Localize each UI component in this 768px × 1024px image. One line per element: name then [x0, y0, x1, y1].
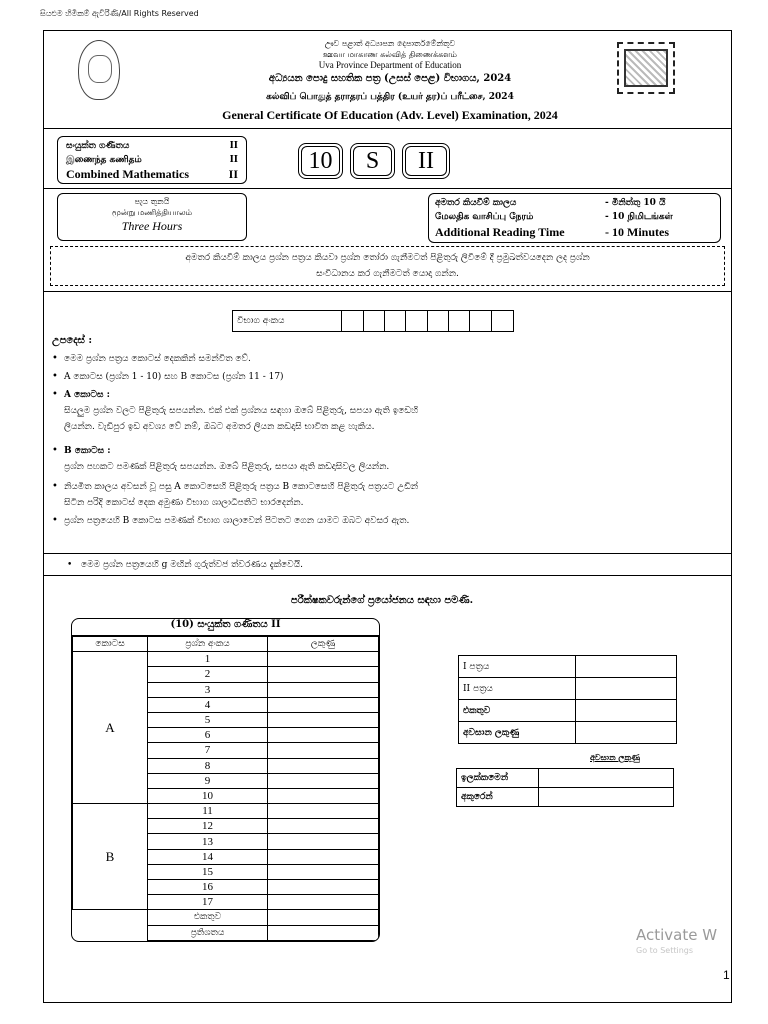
instructions: උපදෙස් : • මෙම ප්‍රශ්න පත්‍රය කොටස් දෙකකින් සමන්විත වේ. • A කොටස (ප්‍රශ්න 1 - 10) සහ B කොටස (ප්‍රශ්න 11 - 17) • A කොටස : සියලුම ප්‍රශ්න වලට පිළිතුරු සපයන්න. එක් එක් ප්‍රශ්නය සඳහා ඔබේ පිළිතුරු, සපයා ඇති ඉඩෙහි ලියන්න. වැඩිපුර ඉඩ අවශ්‍ය වේ නම්, ඔබට අමතර ලියන කඩදාසි භාවිත කළ හැකිය. • B කොටස : ප්‍රශ්න පහකට පමණක් පිළිතුරු සපයන්න. ඔබේ පිළිතුරු, සපයා ඇති කඩදාසිවල ලියන්න. • නියමිත කාලය අවසන් වූ පසු A කොටසෙහි පිළිතුරු පත්‍රය B කොටසෙහි පිළිතුරු පත්‍රයට උඩින් සිටින පරිදි කොටස් දෙක අමුණා විභාග ශාලාධිපතිට භාරදෙන්න. • ප්‍රශ්න පත්‍රයෙහි B කොටස පමණක් විභාග ශාලාවෙන් පිටතට ගෙන යාමට ඔබට අවසර ඇත.: [52, 333, 722, 529]
subject-si: සංයුක්ත ගණිතය: [66, 141, 130, 151]
total-label: එකතුව: [148, 910, 268, 925]
index-digit-cell[interactable]: [406, 311, 427, 331]
duration-box: [57, 193, 247, 241]
subject-en: Combined Mathematics: [66, 167, 189, 181]
table-row: [73, 910, 379, 925]
mark-cell[interactable]: [268, 743, 379, 758]
table-row: 16: [73, 880, 379, 895]
table-row: අකුරෙන්: [457, 788, 674, 807]
footnote: • මෙම ප්‍රශ්න පත්‍රයෙහි g මඟින් ගුරුත්වජ ත්වරණය දැක්වෙයි.: [43, 553, 732, 576]
reading-time-box: අමතර කියවීම් කාලය - මිනිත්තු 10 යි மேலதிக வாசிப்பு நேரம் - 10 நிமிடங்கள் Additional Reading Time - 10 Minutes: [428, 193, 721, 243]
table-row: 3: [73, 682, 379, 697]
table-row: I පත්‍රය: [459, 656, 677, 678]
table-row: 2: [73, 667, 379, 682]
summary-total-cell[interactable]: [576, 700, 677, 722]
mark-cell[interactable]: [268, 834, 379, 849]
summary-final-cell[interactable]: [576, 722, 677, 744]
code-box-stream: S: [350, 143, 395, 179]
table-row: II පත්‍රය: [459, 678, 677, 700]
mark-cell[interactable]: [268, 804, 379, 819]
section-a-label: A: [73, 652, 148, 804]
duration-en: Three Hours: [121, 219, 183, 233]
table-row: [73, 925, 379, 940]
mark-cell[interactable]: [268, 758, 379, 773]
table-row: අවසාන ලකුණු: [459, 722, 677, 744]
table-row: 13: [73, 834, 379, 849]
index-digit-cell[interactable]: [364, 311, 385, 331]
total-cell[interactable]: [268, 910, 379, 925]
paper1-mark-cell[interactable]: [576, 656, 677, 678]
marks-table-caption: (10) සංයුක්ත ගණිතය II: [72, 619, 379, 636]
table-row: 7: [73, 743, 379, 758]
table-row: 8: [73, 758, 379, 773]
activation-watermark-sub: Go to Settings: [636, 946, 694, 955]
index-digit-cell[interactable]: [342, 311, 363, 331]
department-header: [290, 38, 490, 71]
instructions-heading: උපදෙස් :: [52, 335, 93, 346]
index-digit-cell[interactable]: [428, 311, 449, 331]
table-row: 9: [73, 773, 379, 788]
copyright-notice: සියළුම හිමිකම් ඇවිරිණි/All Rights Reserved: [40, 9, 199, 18]
index-digit-cell[interactable]: [449, 311, 470, 331]
mark-cell[interactable]: [268, 728, 379, 743]
examiner-use-title: පරීක්ෂකවරුන්ගේ ප්‍රයෝජනය සඳහා පමණි.: [290, 595, 474, 606]
mark-cell[interactable]: [268, 788, 379, 803]
duration-si: පැය තුනයි: [134, 197, 170, 206]
code-box-paper: II: [402, 143, 450, 179]
mark-cell[interactable]: [268, 819, 379, 834]
header-divider: [43, 128, 732, 129]
section-b-label: B: [73, 804, 148, 910]
mark-cell[interactable]: [268, 652, 379, 667]
sri-lanka-emblem-icon: [78, 40, 120, 100]
index-digit-cell[interactable]: [470, 311, 491, 331]
table-row: 17: [73, 895, 379, 910]
subject-box: සංයුක්ත ගණිතය II இணைந்த கணிதம் II Combined Mathematics II: [57, 136, 247, 184]
mark-cell[interactable]: [268, 697, 379, 712]
exam-title-si: අධ්‍යයන පොදු සහතික පත්‍ර (උසස් පෙළ) විභාගය, 2024: [268, 73, 512, 84]
dept-ta: ஊவா மாகாண கல்வித் திணைக்களம்: [323, 50, 457, 59]
final-marks-label: අවසාන ලකුණු: [590, 752, 640, 762]
exam-title-ta: கல்விப் பொதுத் தராதரப் பத்திர (உயர் தர)ப் பரீட்சை, 2024: [266, 92, 514, 102]
table-row: ඉලක්කමෙන්: [457, 769, 674, 788]
marks-table: (10) සංයුක්ත ගණිතය II කොටස ප්‍රශ්න අංකය ලකුණු A 1 2 3 4 5 6 7 8 9 10 B 11 12 13 14 15 16 17 එකතුව ප්‍රතිශතය: [71, 618, 380, 942]
mark-cell[interactable]: [268, 682, 379, 697]
final-in-numbers-cell[interactable]: [539, 769, 674, 788]
table-row: 12: [73, 819, 379, 834]
index-digit-cell[interactable]: [385, 311, 406, 331]
activation-watermark: Activate W: [636, 926, 718, 944]
summary-table: [458, 655, 677, 744]
percentage-cell[interactable]: [268, 925, 379, 940]
final-marks-table: [456, 768, 674, 807]
table-row: 10: [73, 788, 379, 803]
index-number-box: [232, 310, 514, 332]
index-digit-cell[interactable]: [492, 311, 513, 331]
mark-cell[interactable]: [268, 712, 379, 727]
subject-ta: இணைந்த கணிதம்: [66, 155, 142, 165]
subject-divider: [43, 188, 732, 189]
dept-en: Uva Province Department of Education: [318, 60, 462, 70]
table-row: A 1: [73, 652, 379, 667]
reading-time-notice: අමතර කියවීම් කාලය ප්‍රශ්න පත්‍රය කියවා ප්‍රශ්න තෝරා ගැනීමටත් පිළිතුරු ලිවීමේ දී ප්‍රමුඛත්වයදෙන ලද ප්‍රශ්න සංවිධානය කර ගැනීමටත් යොදා ගන්න.: [50, 246, 725, 286]
percentage-label: ප්‍රතිශතය: [148, 925, 268, 940]
dept-si: ඌව පළාත් අධ්‍යාපන දෙපාර්තමේන්තුව: [324, 39, 456, 48]
index-number-label: විභාග අංකය: [233, 311, 342, 331]
mark-cell[interactable]: [268, 849, 379, 864]
mark-cell[interactable]: [268, 895, 379, 910]
paper2-mark-cell[interactable]: [576, 678, 677, 700]
page-number: 1: [723, 968, 730, 982]
table-row: 14: [73, 849, 379, 864]
exam-title-en: General Certificate Of Education (Adv. Level) Examination, 2024: [222, 108, 558, 122]
duration-ta: மூன்று மணித்தியாலம்: [111, 208, 193, 217]
mark-cell[interactable]: [268, 667, 379, 682]
code-box-subject: 10: [298, 143, 343, 179]
table-row: එකතුව: [459, 700, 677, 722]
table-row: 5: [73, 712, 379, 727]
table-row: 4: [73, 697, 379, 712]
mark-cell[interactable]: [268, 864, 379, 879]
table-row: B 11: [73, 804, 379, 819]
notice-divider: [43, 291, 732, 292]
province-seal-icon: [617, 42, 675, 94]
final-in-words-cell[interactable]: [539, 788, 674, 807]
table-row: 15: [73, 864, 379, 879]
mark-cell[interactable]: [268, 773, 379, 788]
mark-cell[interactable]: [268, 880, 379, 895]
table-row: 6: [73, 728, 379, 743]
